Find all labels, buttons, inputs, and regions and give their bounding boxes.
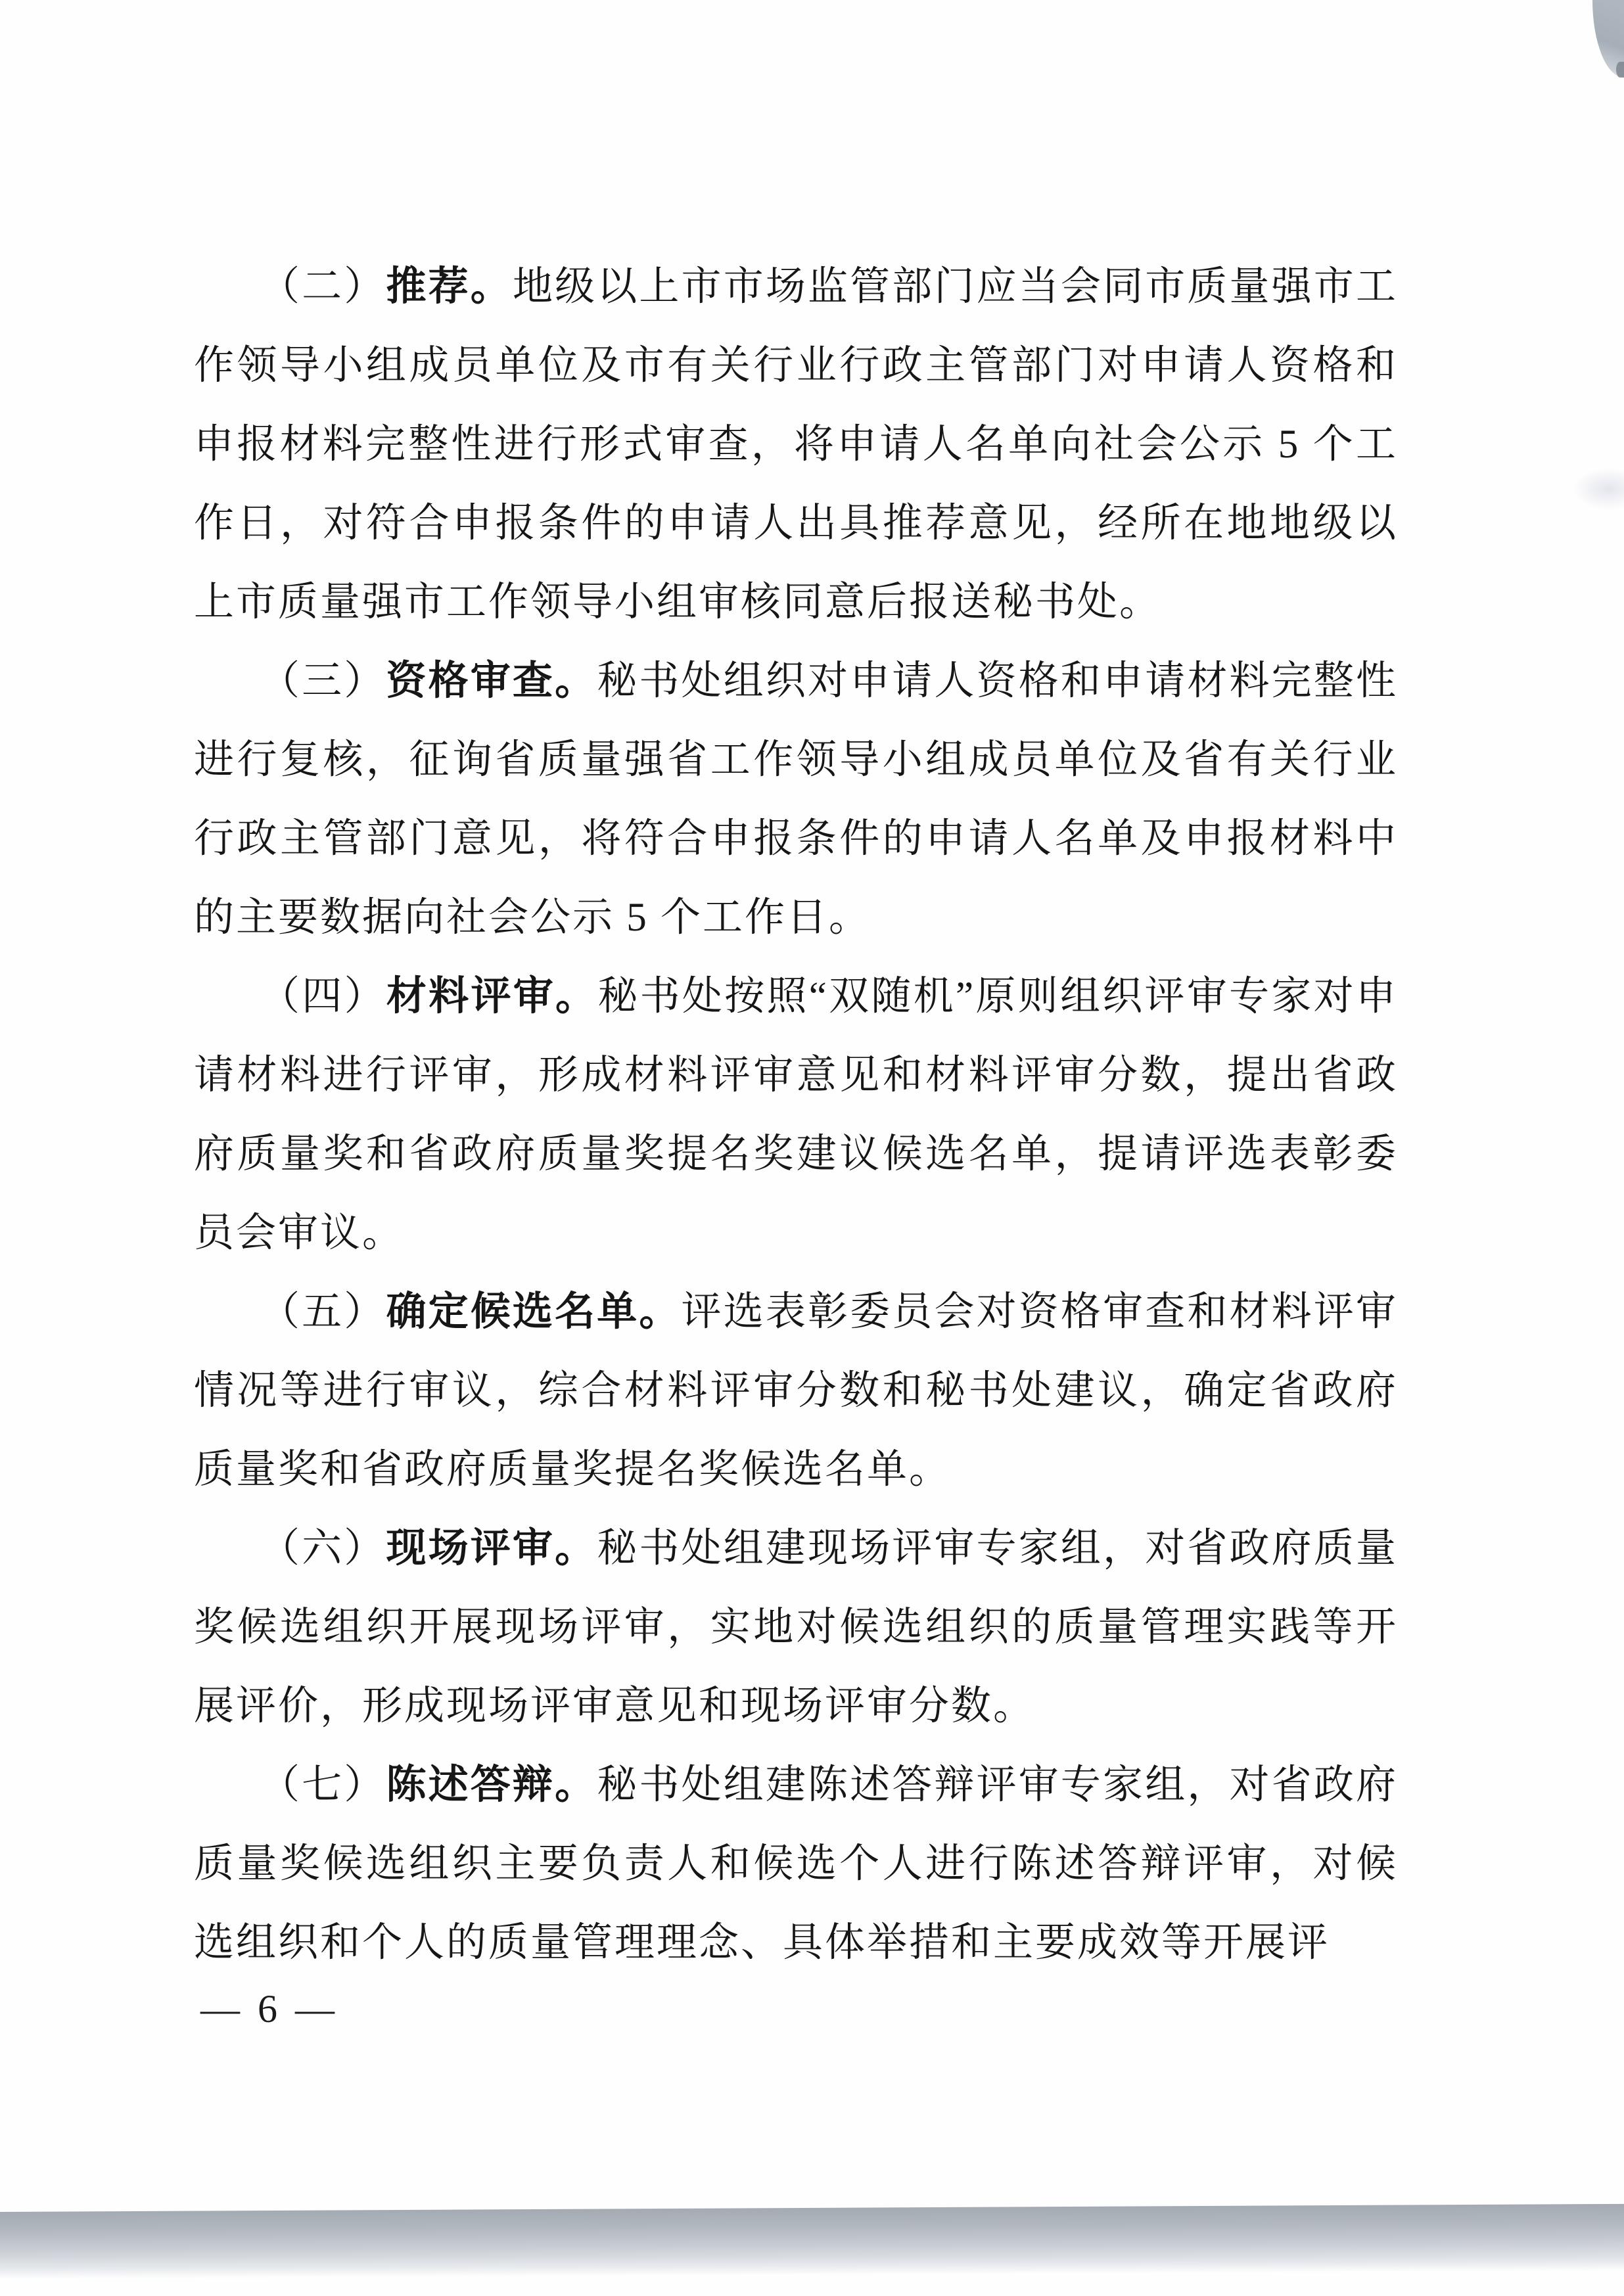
page-number-footer: — 6 — [200,1987,338,2031]
paragraph-title: 现场评审。 [386,1527,597,1571]
paragraph [194,1509,1398,1746]
document-text-block [194,248,1398,1983]
scan-corner-notch-artifact [1616,62,1624,78]
paragraph-body: 秘书处组织对申请人资格和申请材料完整性进行复核，征询省质量强省工作领导小组成员单位及省有关行业行政主管部门意见，将符合申报条件的申请人名单及申报材料中的主要数据向社会公示 5 个工作日。 [194,659,1398,940]
paragraph-body: 秘书处组建现场评审专家组，对省政府质量奖候选组织开展现场评审，实地对候选组织的质量管理实践等开展评价，形成现场评审意见和现场评审分数。 [194,1527,1398,1728]
paragraph-number: （四） [260,975,386,1019]
paragraph [194,1746,1398,1983]
paragraph-number: （三） [260,659,386,703]
paragraph-number: （二） [260,265,386,309]
paragraph-number: （六） [260,1527,386,1571]
paragraph-title: 材料评审。 [386,975,598,1019]
paragraph-title: 推荐。 [386,265,513,309]
paragraph [194,248,1398,642]
paragraph [194,642,1398,957]
scan-bottom-shadow-artifact [0,2204,1624,2279]
paragraph-body: 评选表彰委员会对资格审查和材料评审情况等进行审议，综合材料评审分数和秘书处建议，确定省政府质量奖和省政府质量奖提名奖候选名单。 [194,1290,1398,1492]
paragraph-number: （五） [260,1290,386,1334]
paragraph-number: （七） [260,1763,386,1807]
paragraph [194,957,1398,1273]
paragraph-title: 陈述答辩。 [386,1763,597,1807]
paragraph-body: 地级以上市市场监管部门应当会同市质量强市工作领导小组成员单位及市有关行业行政主管部门对申请人资格和申报材料完整性进行形式审查，将申请人名单向社会公示 5 个工作日，对符合申报条件的申请人出具推荐意见，经所在地地级以上市质量强市工作领导小组审核同意后报送秘书处。 [194,265,1398,624]
paragraph-body: 秘书处按照“双随机”原则组织评审专家对申请材料进行评审，形成材料评审意见和材料评审分数，提出省政府质量奖和省政府质量奖提名奖建议候选名单，提请评选表彰委员会审议。 [194,975,1398,1255]
paragraph-body: 秘书处组建陈述答辩评审专家组，对省政府质量奖候选组织主要负责人和候选个人进行陈述答辩评审，对候选组织和个人的质量管理理念、具体举措和主要成效等开展评 [194,1763,1398,1965]
scan-edge-smudge-artifact [1573,468,1624,510]
paragraph [194,1273,1398,1509]
paragraph-title: 确定候选名单。 [386,1290,682,1334]
paragraph-title: 资格审查。 [386,659,597,703]
